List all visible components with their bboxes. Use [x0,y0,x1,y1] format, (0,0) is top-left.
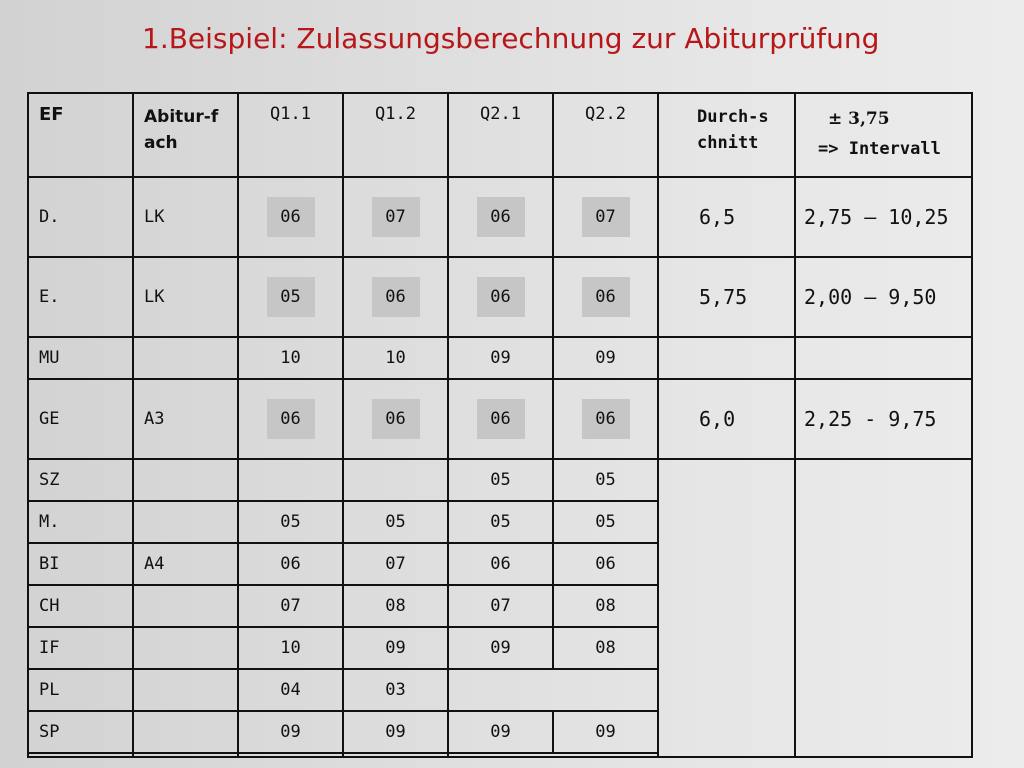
cell-fach [133,459,238,501]
grade-highlight: 06 [582,399,630,439]
cell-avg: 5,75 [658,257,795,337]
cell-q21: 09 [448,711,553,753]
cell-q22 [553,379,658,459]
header-ef: EF [28,93,133,177]
cell-q21 [448,379,553,459]
cell-fach: A3 [133,379,238,459]
cell-avg [658,337,795,379]
cell-q22 [553,257,658,337]
cell-q12 [343,257,448,337]
cell-q22: 05 [553,501,658,543]
grade-highlight: 06 [267,399,315,439]
cell-q21: 07 [448,585,553,627]
cell-q21: 05 [448,459,553,501]
cell-ef: D. [28,177,133,257]
grade-highlight: 05 [267,277,315,317]
table-row [28,177,972,257]
grade-table [27,92,973,758]
cell-fach [133,585,238,627]
header-intervall-text: => Intervall [818,139,941,159]
cell-q21: 09 [448,627,553,669]
cell-ef: CH [28,585,133,627]
cell-q11 [238,257,343,337]
cell-ef: E. [28,257,133,337]
header-q11: Q1.1 [238,93,343,177]
cell-q22: 09 [553,711,658,753]
table-row [28,257,972,337]
grade-highlight: 06 [477,277,525,317]
header-q12: Q1.2 [343,93,448,177]
cell-fach [133,753,238,757]
cell-q11 [238,459,343,501]
cell-q11: 09 [238,711,343,753]
cell-q11: 07 [238,585,343,627]
cell-fach [133,627,238,669]
header-abitur-fach-text: Abitur-fach [144,107,219,153]
header-row [28,93,972,177]
table-row [28,459,972,501]
cell-avg: 6,5 [658,177,795,257]
cell-q2-merged [448,669,658,711]
cell-q21 [448,177,553,257]
cell-interval: 2,75 – 10,25 [795,177,972,257]
header-pm: ± 3,75 [828,109,890,129]
grade-highlight: 07 [582,197,630,237]
cell-fach: LK [133,177,238,257]
grade-highlight: 07 [372,197,420,237]
cell-q12: 07 [343,543,448,585]
cell-fach [133,669,238,711]
cell-q12: 08 [343,585,448,627]
cell-avg: 6,0 [658,379,795,459]
cell-q12: 09 [343,711,448,753]
cell-fach [133,337,238,379]
cell-ef: GE [28,379,133,459]
cell-q21: 06 [448,543,553,585]
cell-q12 [343,177,448,257]
cell-q12: 03 [343,669,448,711]
cell-q11 [238,177,343,257]
cell-ef: BI [28,543,133,585]
cell-q11: 10 [238,627,343,669]
grade-highlight: 06 [372,277,420,317]
cell-q12 [343,753,448,757]
grade-highlight: 06 [477,399,525,439]
cell-q11 [238,753,343,757]
cell-q11: 06 [238,543,343,585]
cell-q12 [343,379,448,459]
slide-title: 1.Beispiel: Zulassungsberechnung zur Abiturprüfung [142,22,880,55]
cell-q11: 04 [238,669,343,711]
cell-q11: 05 [238,501,343,543]
header-abitur-fach [133,93,238,177]
cell-ef: M. [28,501,133,543]
grade-highlight: 06 [372,399,420,439]
header-durchschnitt [658,93,795,177]
cell-q22: 06 [553,543,658,585]
grade-highlight: 06 [582,277,630,317]
cell-ef [28,753,133,757]
cell-ef: PL [28,669,133,711]
table-row [28,337,972,379]
cell-interval [795,337,972,379]
grade-highlight: 06 [477,197,525,237]
cell-q21 [448,257,553,337]
cell-q22: 08 [553,627,658,669]
cell-q22: 05 [553,459,658,501]
cell-fach [133,501,238,543]
cell-fach: A4 [133,543,238,585]
header-intervall [795,93,972,177]
cell-q22: 08 [553,585,658,627]
table-row [28,379,972,459]
cell-q22 [553,177,658,257]
header-q21: Q2.1 [448,93,553,177]
cell-q11 [238,379,343,459]
cell-fach: LK [133,257,238,337]
cell-interval-merged [795,459,972,757]
header-q22: Q2.2 [553,93,658,177]
cell-avg-merged [658,459,795,757]
cell-q12: 05 [343,501,448,543]
cell-interval: 2,25 - 9,75 [795,379,972,459]
cell-q12: 09 [343,627,448,669]
cell-ef: IF [28,627,133,669]
cell-q21: 05 [448,501,553,543]
cell-q21: 09 [448,337,553,379]
header-durchschnitt-text: Durch-schnitt [697,107,769,153]
cell-q12 [343,459,448,501]
cell-q12: 10 [343,337,448,379]
cell-q11: 10 [238,337,343,379]
cell-q22: 09 [553,337,658,379]
cell-ef: SZ [28,459,133,501]
cell-ef: MU [28,337,133,379]
grade-highlight: 06 [267,197,315,237]
cell-q2-merged [448,753,658,757]
cell-interval: 2,00 – 9,50 [795,257,972,337]
cell-fach [133,711,238,753]
cell-ef: SP [28,711,133,753]
